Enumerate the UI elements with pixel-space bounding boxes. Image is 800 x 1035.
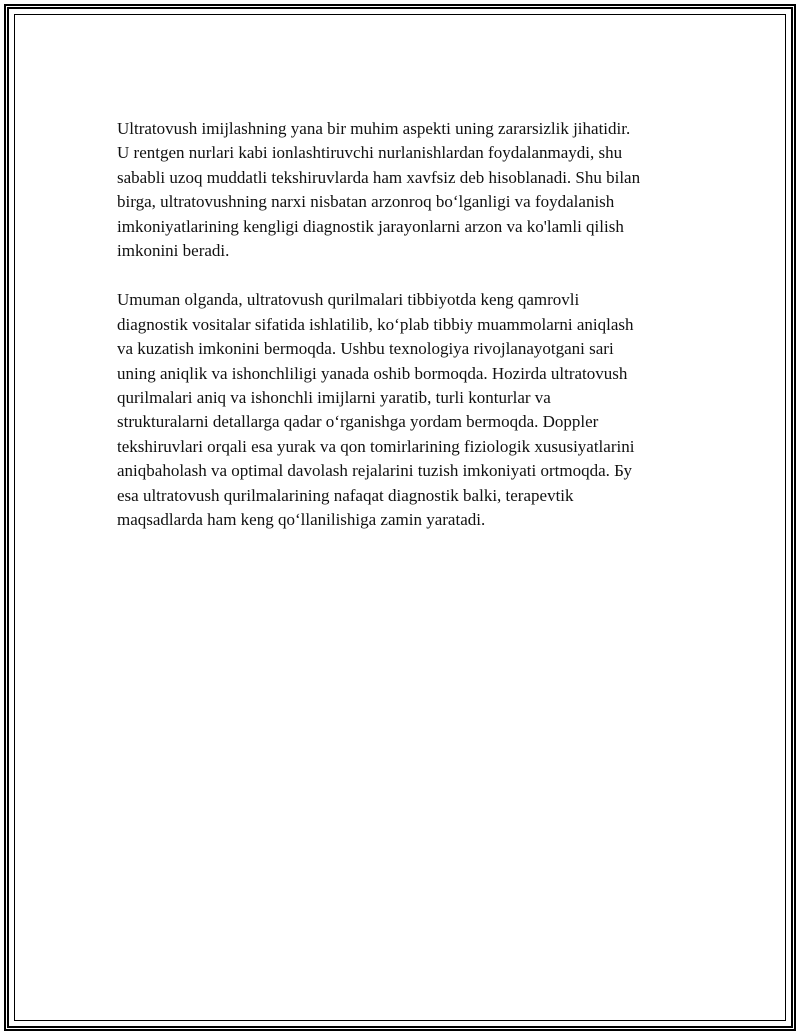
text-line: birga, ultratovushning narxi nisbatan arzonroq bo‘lganligi va foydalanish [117, 192, 615, 212]
text-line: esa ultratovush qurilmalarining nafaqat diagnostik balki, terapevtik [117, 485, 574, 505]
text-line: strukturalarni detallarga qadar o‘rganishga yordam bermoqda. Doppler [117, 412, 599, 432]
text-line: imkoniyatlarining kengligi diagnostik jarayonlarni arzon va ko'lamli qilish [117, 216, 624, 236]
text-line: diagnostik vositalar sifatida ishlatilib, ko‘plab tibbiy muammolarni aniqlash [117, 314, 634, 334]
text-line: tekshiruvlari orqali esa yurak va qon tomirlarining fiziologik xususiyatlarini [117, 436, 635, 456]
text-line: Umuman olganda, ultratovush qurilmalari tibbiyotda keng qamrovli [117, 290, 580, 310]
text-line: aniqbaholash va optimal davolash rejalarini tuzish imkoniyati ortmoqda. Бу [117, 461, 632, 481]
document-body [117, 117, 677, 558]
text-line: qurilmalari aniq va ishonchli imijlarni yaratib, turli konturlar va [117, 388, 551, 408]
paragraph-2 [117, 288, 677, 532]
text-line: U rentgen nurlari kabi ionlashtiruvchi nurlanishlardan foydalanmaydi, shu [117, 143, 623, 163]
text-line: imkonini beradi. [117, 241, 230, 261]
text-line: Ultratovush imijlashning yana bir muhim aspekti uning zararsizlik jihatidir. [117, 119, 631, 138]
text-line: uning aniqlik va ishonchliligi yanada oshib bormoqda. Hozirda ultratovush [117, 363, 628, 383]
paragraph-1 [117, 117, 677, 263]
text-line: va kuzatish imkonini bermoqda. Ushbu texnologiya rivojlanayotgani sari [117, 339, 614, 359]
text-line: maqsadlarda ham keng qo‘llanilishiga zamin yaratadi. [117, 510, 486, 530]
text-line: sababli uzoq muddatli tekshiruvlarda ham xavfsiz deb hisoblanadi. Shu bilan [117, 167, 641, 187]
